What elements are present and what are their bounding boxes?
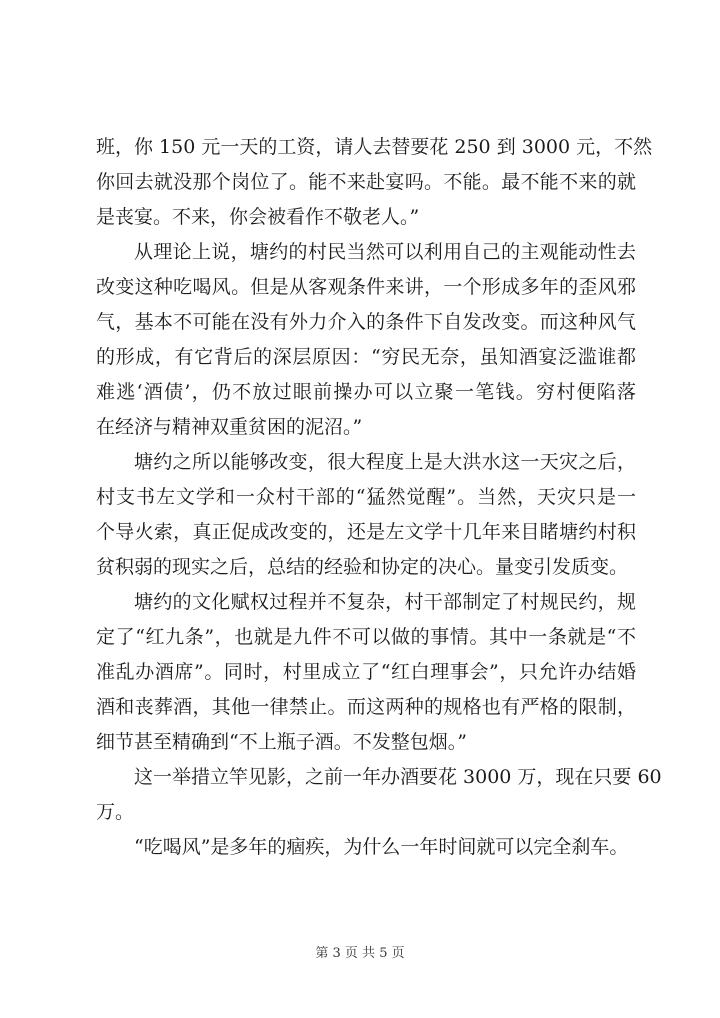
text-line: 万。 [96,801,135,823]
paragraph-6 [96,830,636,865]
text-line: 细节甚至精确到“不上瓶子酒。不发整包烟。” [96,731,467,753]
text-line: 塘约的文化赋权过程并不复杂，村干部制定了村规民约，规 [134,591,636,613]
paragraph-3 [96,445,636,585]
text-line: 在经济与精神双重贫困的泥沼。” [96,416,363,438]
document-body [96,130,662,865]
text-line: 改变这种吃喝风。但是从客观条件来讲，一个形成多年的歪风邪 [96,276,636,298]
text-line: 班，你 150 元一天的工资，请人去替要花 250 到 3000 元，不然 [96,136,653,158]
text-line: 个导火索，真正促成改变的，还是左文学十几年来目睹塘约村积 [96,521,636,543]
text-line: 你回去就没那个岗位了。能不来赴宴吗。不能。最不能不来的就 [96,171,636,193]
text-line: 难逃‘酒债’，仍不放过眼前操办可以立聚一笔钱。穷村便陷落 [96,381,636,403]
paragraph-4 [96,585,636,760]
text-line: 酒和丧葬酒，其他一律禁止。而这两种的规格也有严格的限制， [96,696,636,718]
text-line: 村支书左文学和一众村干部的“猛然觉醒”。当然，天灾只是一 [96,486,636,508]
text-line: 是丧宴。不来，你会被看作不敬老人。” [96,206,420,228]
page-number-footer: 第 3 页 共 5 页 [315,946,405,961]
text-line: 塘约之所以能够改变，很大程度上是大洪水这一天灾之后， [134,451,636,473]
paragraph-1 [96,130,653,235]
text-line: “吃喝风”是多年的痼疾，为什么一年时间就可以完全刹车。 [134,836,629,858]
paragraph-5 [96,760,662,830]
text-line: 准乱办酒席”。同时，村里成立了“红白理事会”，只允许办结婚 [96,661,636,683]
text-line: 气，基本不可能在没有外力介入的条件下自发改变。而这种风气 [96,311,636,333]
text-line: 这一举措立竿见影，之前一年办酒要花 3000 万，现在只要 60 [134,766,662,788]
text-line: 从理论上说，塘约的村民当然可以利用自己的主观能动性去 [134,241,636,263]
text-line: 的形成，有它背后的深层原因：“穷民无奈，虽知酒宴泛滥谁都 [96,346,636,368]
text-line: 定了“红九条”，也就是九件不可以做的事情。其中一条就是“不 [96,626,636,648]
paragraph-2 [96,235,636,445]
text-line: 贫积弱的现实之后，总结的经验和协定的决心。量变引发质变。 [96,556,629,578]
